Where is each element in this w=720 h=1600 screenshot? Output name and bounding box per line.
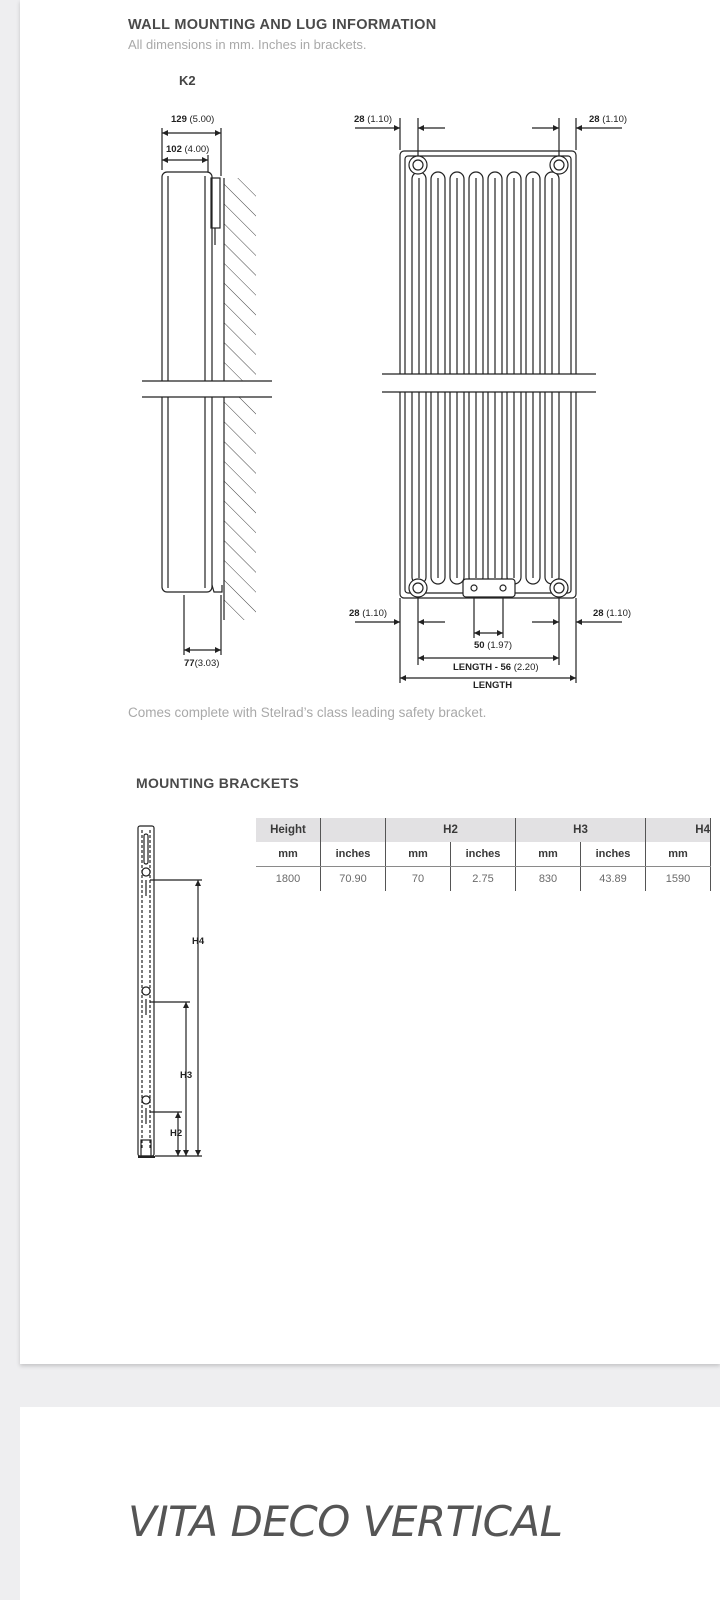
dim-length-56: LENGTH - 56 [453, 662, 512, 673]
mounting-brackets-title: MOUNTING BRACKETS [136, 775, 299, 791]
section-title: WALL MOUNTING AND LUG INFORMATION [128, 17, 437, 33]
table-row [256, 867, 711, 892]
table-cell: 2.75 [451, 867, 516, 892]
header-height: Height [256, 818, 321, 842]
table-cell: 70 [386, 867, 451, 892]
svg-text:77(3.03): 77(3.03) [184, 658, 220, 669]
product-card [20, 1407, 720, 1600]
model-label: K2 [179, 73, 196, 88]
dim-129: 129 [171, 114, 187, 125]
product-title: VITA DECO VERTICAL [128, 1497, 563, 1546]
unit-header: inches [581, 842, 646, 867]
svg-text:28 (1.10): 28 (1.10) [593, 608, 632, 619]
table-cell: 1590 [646, 867, 711, 892]
table-group-header-row [256, 818, 711, 842]
dim-50: 50 [474, 640, 485, 651]
svg-text:50 (1.97): 50 (1.97) [474, 640, 513, 651]
table-cell: 70.90 [321, 867, 386, 892]
dim-28-top-left: 28 [354, 114, 365, 125]
unit-header: inches [451, 842, 516, 867]
dim-28-top-right: 28 [589, 114, 600, 125]
header-h4: H4 [646, 818, 711, 842]
dim-length: LENGTH [473, 680, 513, 691]
dim-28-bottom-right: 28 [593, 608, 604, 619]
wall-mounting-card [20, 0, 720, 1364]
svg-text:28 (1.10): 28 (1.10) [354, 114, 393, 125]
dim-102: 102 [166, 144, 182, 155]
unit-header: mm [646, 842, 711, 867]
svg-text:28 (1.10): 28 (1.10) [349, 608, 388, 619]
section-subtitle: All dimensions in mm. Inches in brackets. [128, 37, 367, 52]
label-h2: H2 [170, 1128, 183, 1139]
table-cell: 43.89 [581, 867, 646, 892]
header-blank [321, 818, 386, 842]
table-cell: 830 [516, 867, 581, 892]
header-h3: H3 [516, 818, 646, 842]
bracket-dimensions-table [256, 818, 711, 891]
dim-28-bottom-left: 28 [349, 608, 360, 619]
unit-header: mm [516, 842, 581, 867]
svg-text:LENGTH - 56 (2.20): LENGTH - 56 (2.20) [453, 662, 539, 673]
safety-bracket-note: Comes complete with Stelrad’s class leading safety bracket. [128, 705, 487, 720]
unit-header: mm [256, 842, 321, 867]
svg-text:129 (5.00): 129 (5.00) [171, 114, 215, 125]
table-unit-header-row [256, 842, 711, 867]
svg-text:102 (4.00): 102 (4.00) [166, 144, 210, 155]
table-cell: 1800 [256, 867, 321, 892]
svg-text:28 (1.10): 28 (1.10) [589, 114, 628, 125]
label-h3: H3 [180, 1070, 193, 1081]
unit-header: mm [386, 842, 451, 867]
header-h2: H2 [386, 818, 516, 842]
bracket-drawing [20, 0, 720, 1364]
dim-77: 77 [184, 658, 195, 669]
label-h4: H4 [192, 936, 205, 947]
unit-header: inches [321, 842, 386, 867]
